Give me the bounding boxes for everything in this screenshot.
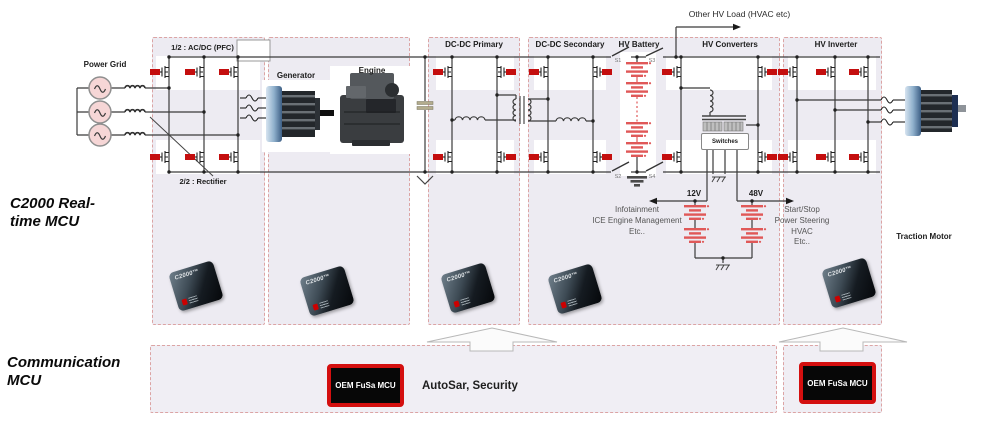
acdc-pfc-label: 1/2 : AC/DC (PFC) bbox=[171, 43, 234, 52]
ti-logo-text-icon bbox=[319, 300, 329, 308]
oem-fusa-mcu-label: OEM FuSa MCU bbox=[335, 381, 396, 390]
12v-load-line: Infotainment bbox=[614, 205, 660, 214]
c2000-chip-label: C2000™ bbox=[827, 265, 853, 279]
ti-logo-icon bbox=[834, 295, 841, 302]
lv-battery-cells bbox=[684, 205, 766, 243]
12v-loads-text bbox=[578, 205, 696, 237]
c2000-realtime-line2: time MCU bbox=[10, 213, 80, 230]
other-hv-load-label: Other HV Load (HVAC etc) bbox=[688, 9, 791, 19]
switch-s2-label: S2 bbox=[614, 174, 622, 180]
generator-label: Generator bbox=[276, 71, 316, 80]
switch-s1-label: S1 bbox=[614, 58, 622, 64]
48v-load-line: Start/Stop bbox=[784, 205, 820, 214]
capacitor-icon bbox=[417, 102, 433, 110]
autosar-security-label: AutoSar, Security bbox=[422, 380, 518, 392]
communication-line2: MCU bbox=[7, 372, 42, 389]
power-grid-label: Power Grid bbox=[83, 60, 127, 69]
switch-s3-label: S3 bbox=[648, 58, 656, 64]
ac-source-icons bbox=[89, 77, 111, 146]
communication-mcu-label bbox=[7, 354, 120, 390]
traction-motor-label: Traction Motor bbox=[896, 232, 952, 241]
oem-fusa-mcu-chip-right bbox=[799, 362, 876, 404]
oem-fusa-mcu-label: OEM FuSa MCU bbox=[807, 378, 868, 388]
c2000-chip-label: C2000™ bbox=[553, 271, 579, 285]
switch-s4-label: S4 bbox=[648, 174, 656, 180]
ti-logo-icon bbox=[181, 298, 188, 305]
48v-load-line: HVAC bbox=[791, 226, 813, 236]
dcdc-primary-label: DC-DC Primary bbox=[445, 40, 503, 49]
c2000-realtime-mcu-label bbox=[10, 195, 95, 231]
switches-label: Switches bbox=[711, 138, 738, 145]
hv-battery-label: HV Battery bbox=[618, 40, 660, 49]
dcdc-secondary-label: DC-DC Secondary bbox=[535, 40, 605, 49]
c2000-realtime-line1: C2000 Real- bbox=[10, 195, 96, 212]
12v-load-line: ICE Engine Management bbox=[592, 215, 682, 225]
switches-box bbox=[701, 133, 749, 150]
c2000-chip-label: C2000™ bbox=[174, 268, 200, 282]
communication-line1: Communication bbox=[7, 354, 121, 371]
ti-logo-icon bbox=[312, 303, 319, 310]
up-arrow-icons bbox=[427, 328, 907, 351]
48v-label: 48V bbox=[748, 189, 764, 198]
ti-logo-text-icon bbox=[841, 292, 851, 300]
48v-load-line: Power Steering bbox=[774, 215, 830, 225]
engine-label: Engine bbox=[358, 66, 386, 75]
ti-logo-icon bbox=[453, 300, 460, 307]
traction-motor-image bbox=[905, 86, 966, 136]
12v-load-line: Etc.. bbox=[628, 226, 645, 236]
hv-converters-label: HV Converters bbox=[702, 40, 758, 49]
oem-fusa-mcu-chip bbox=[327, 364, 404, 407]
rectifier-label: 2/2 : Rectifier bbox=[179, 177, 227, 186]
grid-inductor-icons bbox=[125, 86, 145, 135]
c2000-chip-label: C2000™ bbox=[446, 270, 472, 284]
ti-logo-text-icon bbox=[567, 298, 577, 306]
ti-logo-icon bbox=[560, 301, 567, 308]
48v-load-line: Etc.. bbox=[793, 237, 810, 247]
hv-inverter-label: HV Inverter bbox=[814, 40, 858, 49]
48v-loads-text bbox=[756, 205, 848, 248]
ti-logo-text-icon bbox=[188, 295, 198, 303]
12v-label: 12V bbox=[686, 189, 702, 198]
ti-logo-text-icon bbox=[460, 297, 470, 305]
c2000-chip-label: C2000™ bbox=[305, 273, 331, 287]
magnetics-icons bbox=[455, 90, 746, 131]
